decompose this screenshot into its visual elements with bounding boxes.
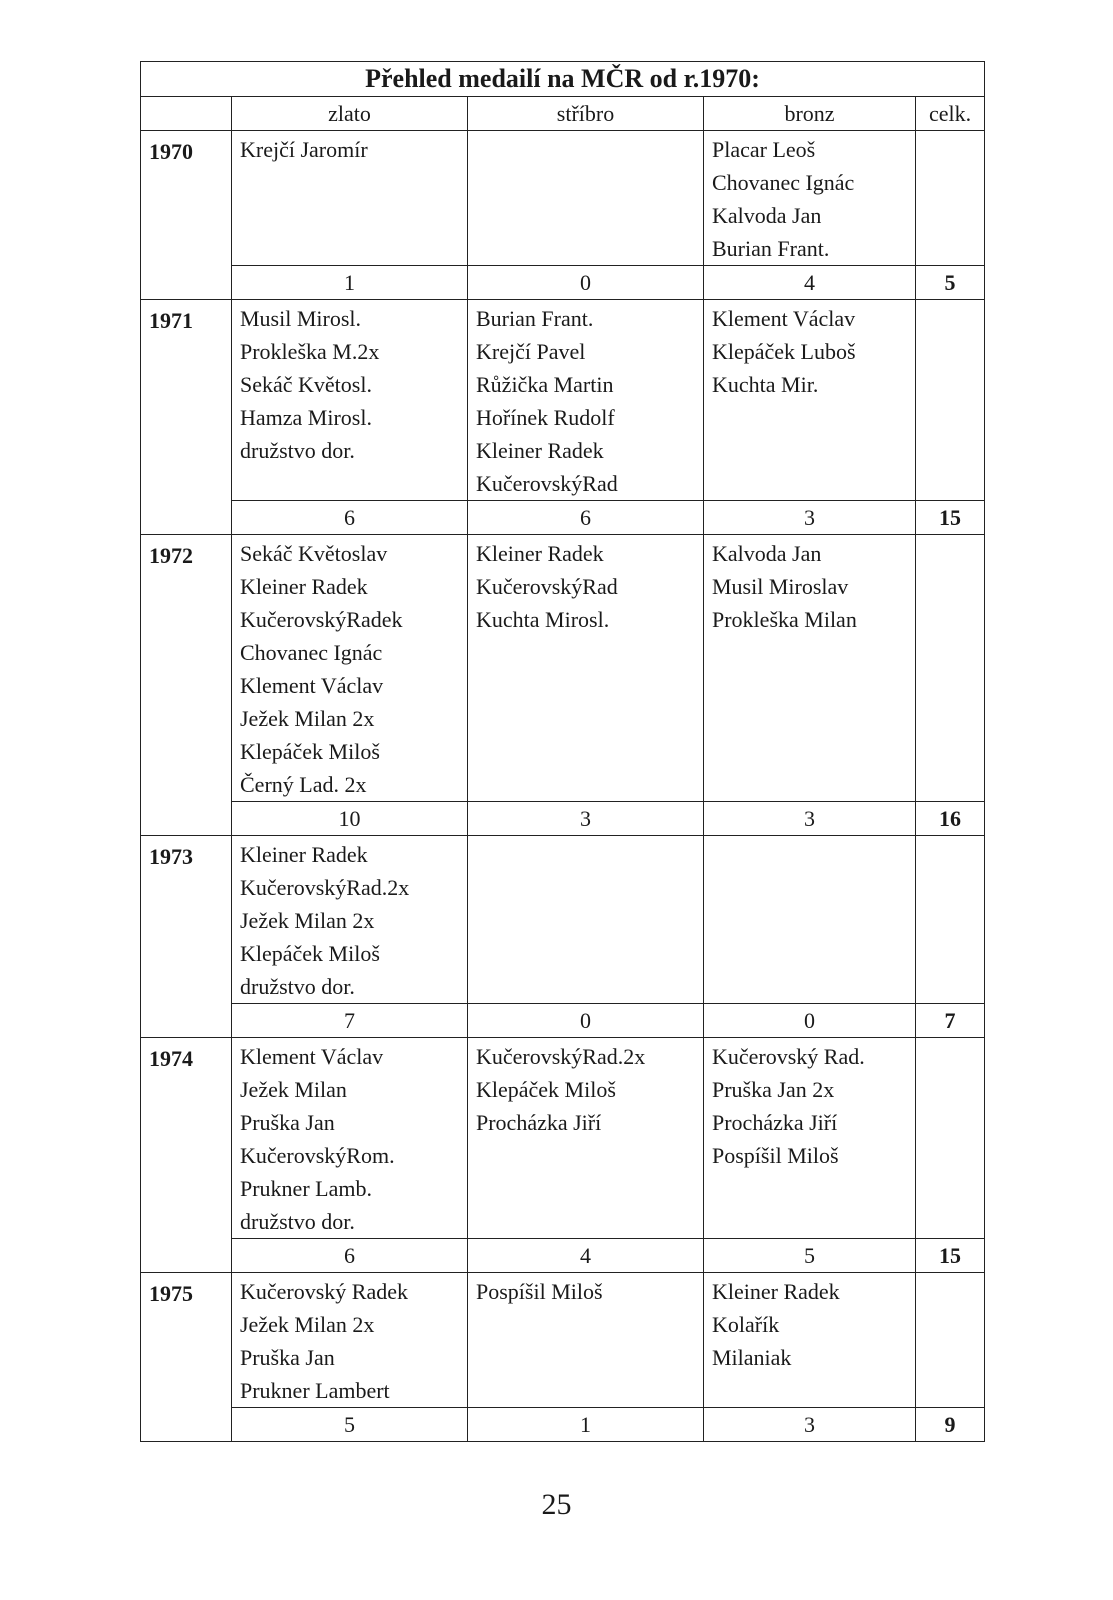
silver-count: 6 bbox=[468, 501, 704, 535]
medalist-name: Klement Václav bbox=[240, 673, 384, 698]
gold-count: 5 bbox=[232, 1408, 468, 1442]
year-label: 1974 bbox=[141, 1038, 232, 1273]
medalist-name: Ježek Milan 2x bbox=[240, 1312, 375, 1337]
table-title: Přehled medailí na MČR od r.1970: bbox=[141, 62, 985, 97]
medalist-name: Pruška Jan bbox=[240, 1345, 335, 1370]
bronze-medalists bbox=[704, 1273, 916, 1408]
medalist-name: Kolařík bbox=[712, 1312, 780, 1337]
silver-medalists bbox=[468, 836, 704, 1004]
bronze-count: 3 bbox=[704, 802, 916, 836]
year-label: 1972 bbox=[141, 535, 232, 836]
total-empty-cell bbox=[916, 1273, 985, 1408]
medalist-name: Klepáček Luboš bbox=[712, 339, 856, 364]
medalist-name: Pruška Jan 2x bbox=[712, 1077, 835, 1102]
year-entries-row bbox=[141, 836, 985, 1004]
medalist-name: Černý Lad. 2x bbox=[240, 772, 367, 797]
bronze-medalists bbox=[704, 535, 916, 802]
header-row bbox=[141, 97, 985, 131]
gold-count: 6 bbox=[232, 1239, 468, 1273]
year-label: 1970 bbox=[141, 131, 232, 300]
bronze-count: 3 bbox=[704, 501, 916, 535]
total-empty-cell bbox=[916, 1038, 985, 1239]
medalist-name: Prokleška Milan bbox=[712, 607, 857, 632]
medal-overview-table bbox=[140, 61, 985, 1442]
silver-count: 0 bbox=[468, 1004, 704, 1038]
medalist-name: KučerovskýRad bbox=[476, 574, 618, 599]
medalist-name: Kučerovský Rad. bbox=[712, 1044, 865, 1069]
year-count-row bbox=[141, 802, 985, 836]
medalist-name: Sekáč Květosl. bbox=[240, 372, 372, 397]
medalist-name: KučerovskýRom. bbox=[240, 1143, 395, 1168]
medalist-name: Ježek Milan bbox=[240, 1077, 347, 1102]
total-count: 15 bbox=[916, 501, 985, 535]
medalist-name: Krejčí Pavel bbox=[476, 339, 586, 364]
medalist-name: Procházka Jiří bbox=[476, 1110, 602, 1135]
medalist-name: družstvo dor. bbox=[240, 1209, 355, 1234]
bronze-medalists bbox=[704, 131, 916, 266]
silver-medalists bbox=[468, 535, 704, 802]
total-count: 16 bbox=[916, 802, 985, 836]
gold-medalists bbox=[232, 131, 468, 266]
gold-medalists bbox=[232, 300, 468, 501]
medalist-name: družstvo dor. bbox=[240, 974, 355, 999]
total-empty-cell bbox=[916, 131, 985, 266]
medalist-name: Kleiner Radek bbox=[712, 1279, 840, 1304]
gold-count: 10 bbox=[232, 802, 468, 836]
gold-medalists bbox=[232, 1038, 468, 1239]
medalist-name: Kuchta Mir. bbox=[712, 372, 819, 397]
bronze-count: 4 bbox=[704, 266, 916, 300]
year-label: 1971 bbox=[141, 300, 232, 535]
medalist-name: Klepáček Miloš bbox=[476, 1077, 616, 1102]
medalist-name: Kuchta Mirosl. bbox=[476, 607, 610, 632]
page-number: 25 bbox=[541, 1488, 572, 1521]
year-entries-row bbox=[141, 1273, 985, 1408]
header-gold: zlato bbox=[232, 97, 468, 131]
header-silver: stříbro bbox=[468, 97, 704, 131]
medalist-name: Prukner Lambert bbox=[240, 1378, 390, 1403]
medalist-name: Klement Václav bbox=[240, 1044, 384, 1069]
total-count: 5 bbox=[916, 266, 985, 300]
year-label: 1973 bbox=[141, 836, 232, 1038]
medalist-name: Chovanec Ignác bbox=[240, 640, 383, 665]
medalist-name: Kučerovský Radek bbox=[240, 1279, 409, 1304]
gold-medalists bbox=[232, 836, 468, 1004]
silver-medalists bbox=[468, 1038, 704, 1239]
medalist-name: Pruška Jan bbox=[240, 1110, 335, 1135]
total-count: 9 bbox=[916, 1408, 985, 1442]
medalist-name: Kalvoda Jan bbox=[712, 541, 822, 566]
medalist-name: Placar Leoš bbox=[712, 137, 816, 162]
year-label: 1975 bbox=[141, 1273, 232, 1442]
year-entries-row bbox=[141, 1038, 985, 1239]
silver-count: 4 bbox=[468, 1239, 704, 1273]
header-year-empty bbox=[141, 97, 232, 131]
gold-count: 6 bbox=[232, 501, 468, 535]
title-row bbox=[141, 62, 985, 97]
year-count-row bbox=[141, 1408, 985, 1442]
medalist-name: Kleiner Radek bbox=[476, 541, 604, 566]
bronze-medalists bbox=[704, 836, 916, 1004]
medalist-name: Pospíšil Miloš bbox=[712, 1143, 839, 1168]
silver-count: 0 bbox=[468, 266, 704, 300]
medalist-name: Procházka Jiří bbox=[712, 1110, 838, 1135]
year-count-row bbox=[141, 266, 985, 300]
medalist-name: KučerovskýRad.2x bbox=[476, 1044, 646, 1069]
bronze-count: 5 bbox=[704, 1239, 916, 1273]
medalist-name: Klement Václav bbox=[712, 306, 856, 331]
medalist-name: Kleiner Radek bbox=[476, 438, 604, 463]
medalist-name: Milaniak bbox=[712, 1345, 792, 1370]
total-empty-cell bbox=[916, 836, 985, 1004]
bronze-count: 0 bbox=[704, 1004, 916, 1038]
medalist-name: Klepáček Miloš bbox=[240, 739, 380, 764]
medalist-name: KučerovskýRad bbox=[476, 471, 618, 496]
header-total: celk. bbox=[916, 97, 985, 131]
year-count-row bbox=[141, 1004, 985, 1038]
silver-count: 3 bbox=[468, 802, 704, 836]
medalist-name: Prukner Lamb. bbox=[240, 1176, 372, 1201]
total-count: 15 bbox=[916, 1239, 985, 1273]
medalist-name: KučerovskýRad.2x bbox=[240, 875, 410, 900]
medalist-name: Hořínek Rudolf bbox=[476, 405, 615, 430]
medalist-name: Ježek Milan 2x bbox=[240, 908, 375, 933]
medalist-name: Ježek Milan 2x bbox=[240, 706, 375, 731]
year-entries-row bbox=[141, 535, 985, 802]
silver-count: 1 bbox=[468, 1408, 704, 1442]
total-empty-cell bbox=[916, 300, 985, 501]
medalist-name: Krejčí Jaromír bbox=[240, 137, 368, 162]
gold-medalists bbox=[232, 1273, 468, 1408]
year-entries-row bbox=[141, 300, 985, 501]
medalist-name: Kleiner Radek bbox=[240, 574, 368, 599]
medalist-name: Burian Frant. bbox=[712, 236, 830, 261]
total-count: 7 bbox=[916, 1004, 985, 1038]
medalist-name: Chovanec Ignác bbox=[712, 170, 855, 195]
gold-count: 1 bbox=[232, 266, 468, 300]
year-entries-row bbox=[141, 131, 985, 266]
year-count-row bbox=[141, 1239, 985, 1273]
year-count-row bbox=[141, 501, 985, 535]
gold-count: 7 bbox=[232, 1004, 468, 1038]
medalist-name: Musil Miroslav bbox=[712, 574, 849, 599]
header-bronze: bronz bbox=[704, 97, 916, 131]
silver-medalists bbox=[468, 131, 704, 266]
medalist-name: Růžička Martin bbox=[476, 372, 614, 397]
medalist-name: Kleiner Radek bbox=[240, 842, 368, 867]
bronze-medalists bbox=[704, 300, 916, 501]
gold-medalists bbox=[232, 535, 468, 802]
medalist-name: Musil Mirosl. bbox=[240, 306, 362, 331]
bronze-medalists bbox=[704, 1038, 916, 1239]
medalist-name: Pospíšil Miloš bbox=[476, 1279, 603, 1304]
silver-medalists bbox=[468, 1273, 704, 1408]
total-empty-cell bbox=[916, 535, 985, 802]
medalist-name: Burian Frant. bbox=[476, 306, 594, 331]
bronze-count: 3 bbox=[704, 1408, 916, 1442]
medalist-name: Hamza Mirosl. bbox=[240, 405, 372, 430]
silver-medalists bbox=[468, 300, 704, 501]
medalist-name: družstvo dor. bbox=[240, 438, 355, 463]
medalist-name: Prokleška M.2x bbox=[240, 339, 380, 364]
medalist-name: Kalvoda Jan bbox=[712, 203, 822, 228]
medalist-name: Klepáček Miloš bbox=[240, 941, 380, 966]
medalist-name: KučerovskýRadek bbox=[240, 607, 403, 632]
medalist-name: Sekáč Květoslav bbox=[240, 541, 388, 566]
